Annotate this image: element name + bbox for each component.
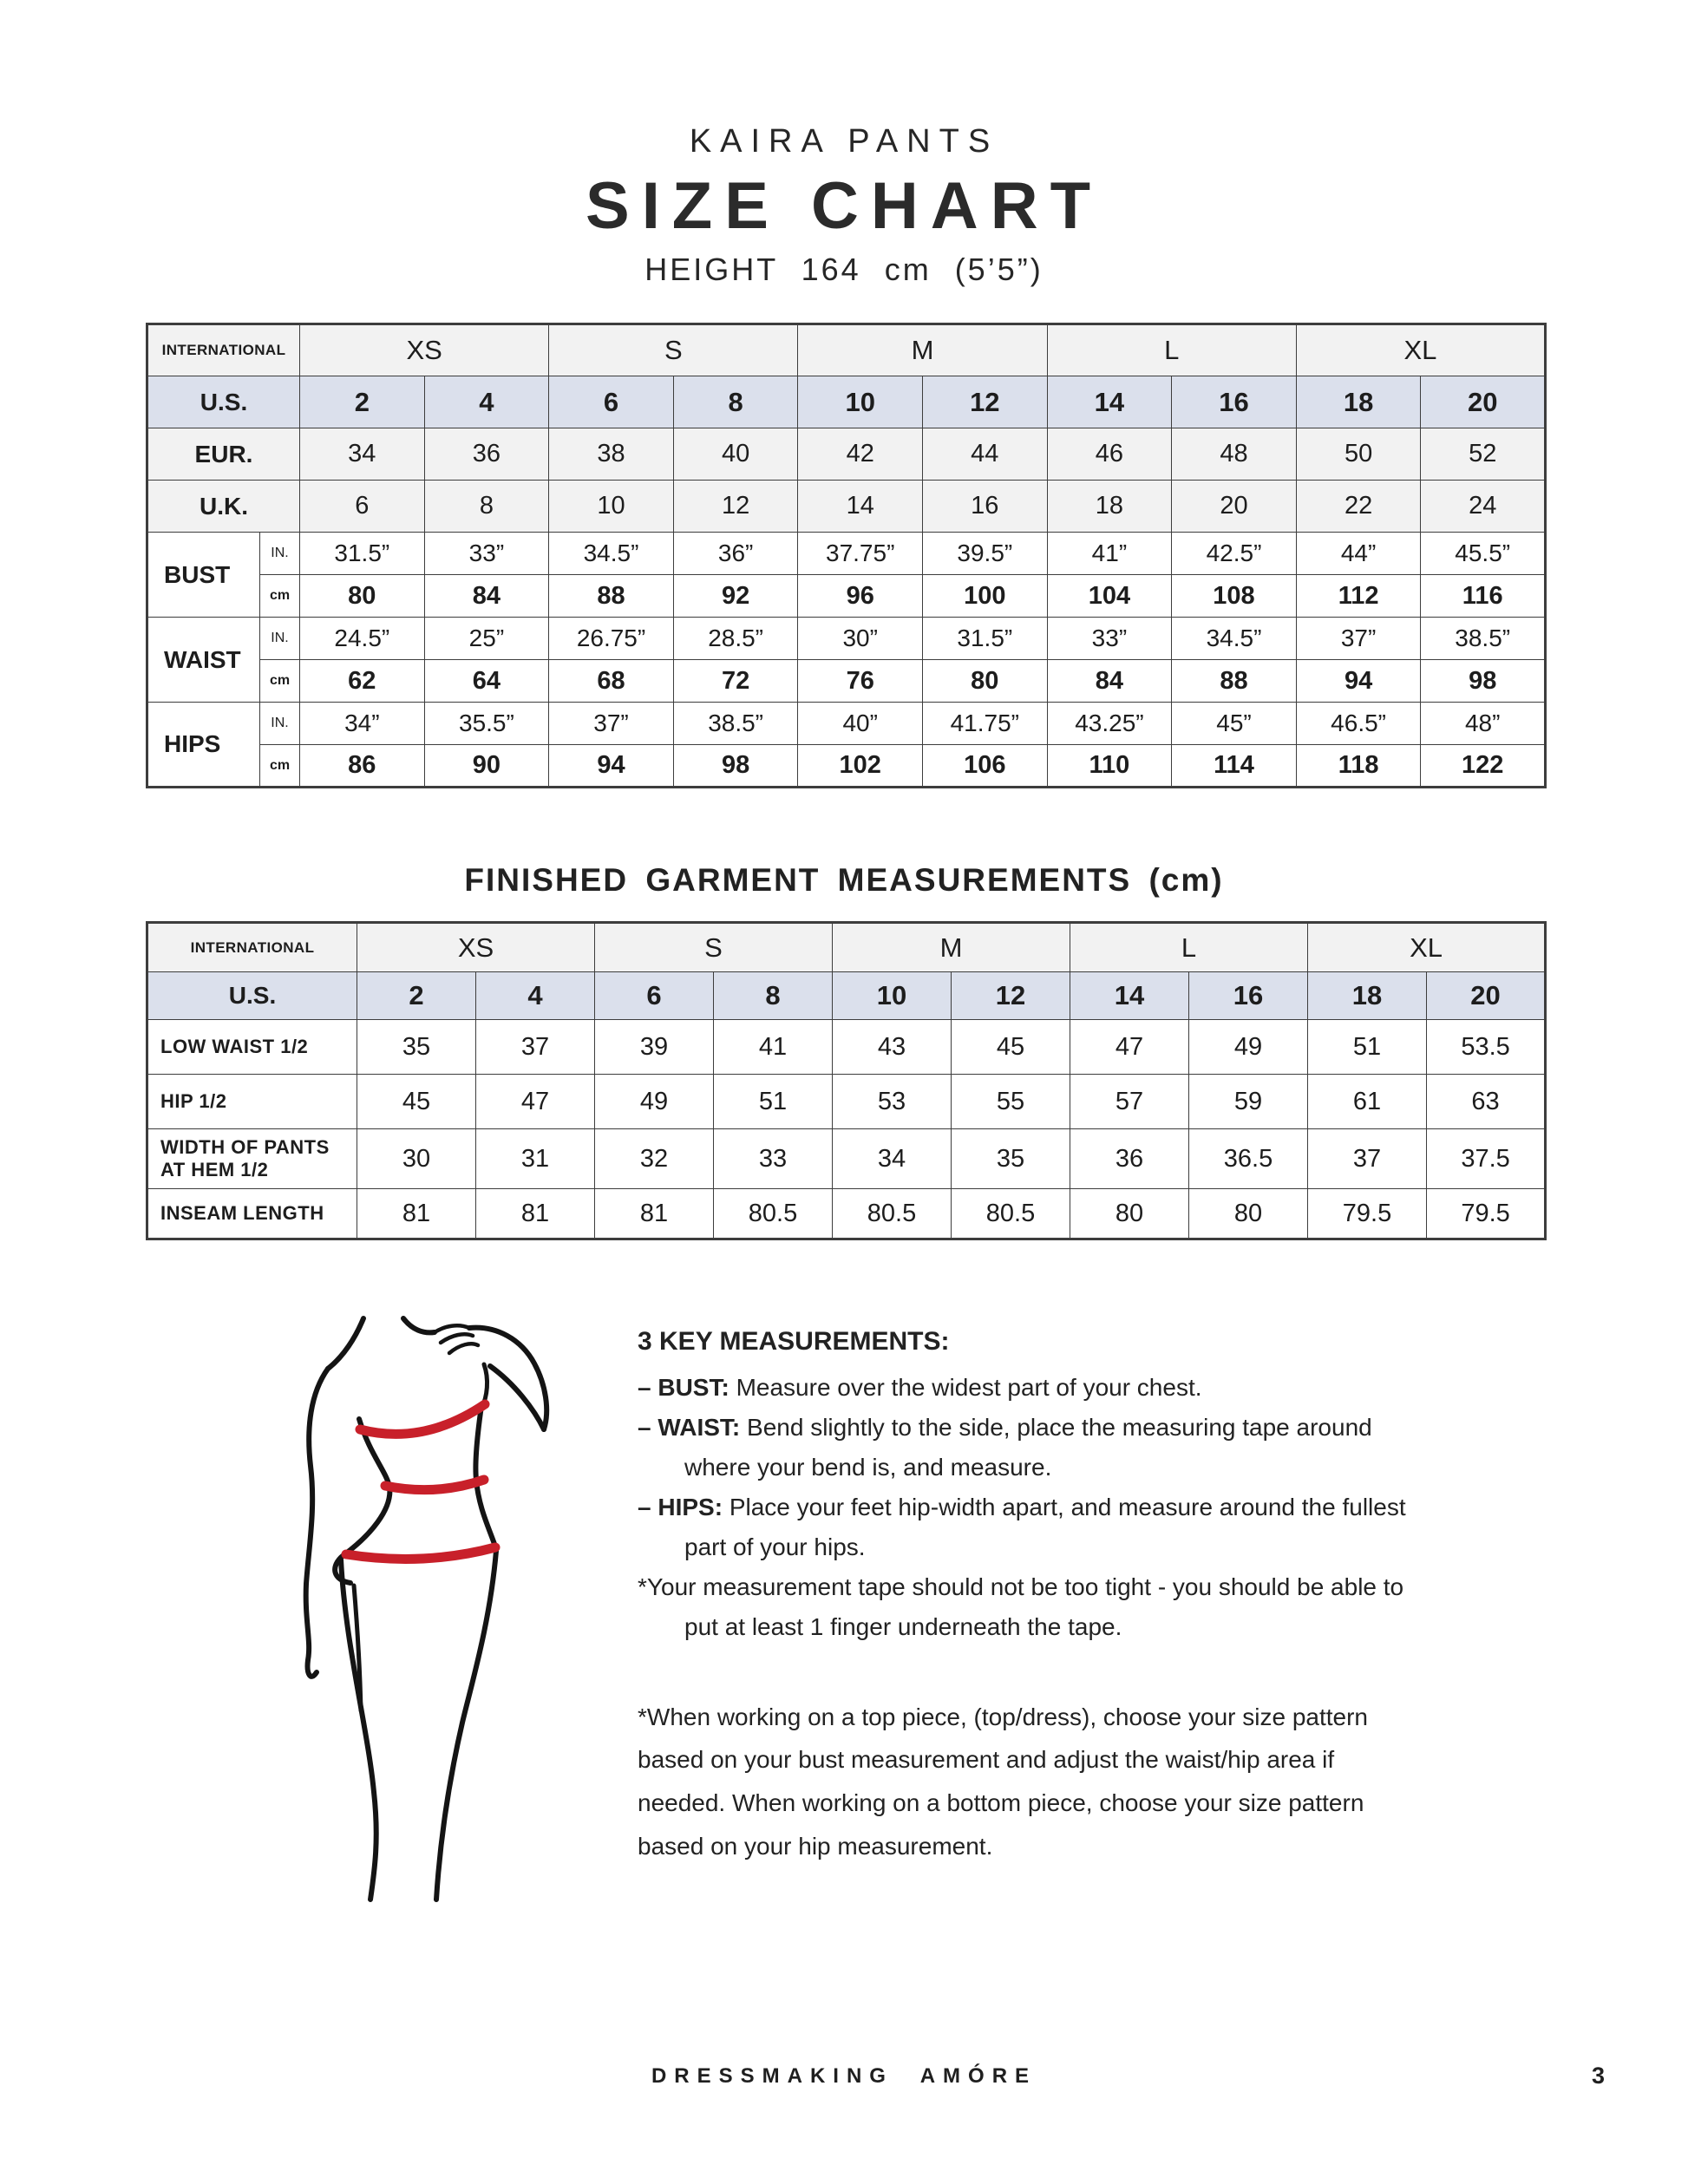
- finished-us-value: 12: [952, 972, 1070, 1020]
- eur-size-value: 40: [673, 428, 798, 481]
- finished-value: 80.5: [714, 1189, 833, 1239]
- finished-value: 80: [1070, 1189, 1189, 1239]
- waist-cm-value: 72: [673, 660, 798, 703]
- bust-inches-value: 45.5”: [1421, 533, 1546, 575]
- hips-cm-value: 122: [1421, 745, 1546, 788]
- bullet-text: Measure over the widest part of your chest.: [729, 1374, 1202, 1402]
- us-size-value: 2: [300, 376, 425, 428]
- figure-left-arm: [306, 1369, 328, 1677]
- bust-cm-value: 100: [923, 575, 1048, 618]
- finished-value: 57: [1070, 1075, 1189, 1129]
- waist-inches-value: 33”: [1047, 618, 1172, 660]
- bust-inches-value: 37.75”: [798, 533, 923, 575]
- hips-inches-value: 34”: [300, 703, 425, 745]
- uk-size-value: 10: [549, 481, 674, 533]
- bust-inches-value: 39.5”: [923, 533, 1048, 575]
- uk-size-value: 16: [923, 481, 1048, 533]
- finished-value: 35: [357, 1020, 476, 1075]
- us-size-value: 20: [1421, 376, 1546, 428]
- bust-inches-value: 41”: [1047, 533, 1172, 575]
- finished-us-value: 4: [476, 972, 595, 1020]
- key-measurements-list: [638, 1368, 1411, 1567]
- finished-value: 55: [952, 1075, 1070, 1129]
- uk-size-value: 12: [673, 481, 798, 533]
- bust-cm-value: 116: [1421, 575, 1546, 618]
- measurement-figure-illustration: [258, 1282, 635, 1905]
- intl-size-group: M: [798, 324, 1047, 376]
- finished-value: 39: [595, 1020, 714, 1075]
- finished-value: 36: [1070, 1129, 1189, 1189]
- finished-value: 31: [476, 1129, 595, 1189]
- measurement-bullet-hips: [638, 1488, 1411, 1567]
- waist-inches-value: 34.5”: [1172, 618, 1297, 660]
- us-row-label: U.S.: [147, 376, 300, 428]
- waist-inches-value: 30”: [798, 618, 923, 660]
- waist-cm-value: 62: [300, 660, 425, 703]
- hips-cm-value: 86: [300, 745, 425, 788]
- eur-size-value: 46: [1047, 428, 1172, 481]
- hips-inches-value: 45”: [1172, 703, 1297, 745]
- bust-cm-value: 112: [1296, 575, 1421, 618]
- bust-measure-band: [360, 1404, 485, 1434]
- finished-value: 53: [833, 1075, 952, 1129]
- hips-inches-value: 48”: [1421, 703, 1546, 745]
- size-selection-note: *When working on a top piece, (top/dress), choose your size pattern based on your bust measurement and adjust the waist/hip area if needed. When working on a bottom piece, choose your size pattern based on your hip measurement.: [638, 1703, 1368, 1860]
- figure-finger-3: [449, 1344, 478, 1353]
- finished-value: 51: [1308, 1020, 1427, 1075]
- finished-us-value: 6: [595, 972, 714, 1020]
- hips-cm-value: 110: [1047, 745, 1172, 788]
- eur-size-value: 50: [1296, 428, 1421, 481]
- bullet-dash: –: [638, 1493, 658, 1520]
- bullet-dash: –: [638, 1374, 658, 1402]
- us-size-value: 8: [673, 376, 798, 428]
- us-size-value: 10: [798, 376, 923, 428]
- finished-value: 80.5: [952, 1189, 1070, 1239]
- figure-neck-left: [328, 1318, 363, 1369]
- intl-size-group: L: [1047, 324, 1296, 376]
- finished-corner-label: INTERNATIONAL: [147, 923, 357, 972]
- eur-size-value: 42: [798, 428, 923, 481]
- eur-size-value: 38: [549, 428, 674, 481]
- bullet-text: Place your feet hip-width apart, and measure around the fullest part of your hips.: [684, 1493, 1406, 1560]
- waist-cm-value: 88: [1172, 660, 1297, 703]
- hips-inches-value: 46.5”: [1296, 703, 1421, 745]
- finished-row-label: WIDTH OF PANTS AT HEM 1/2: [147, 1129, 357, 1189]
- finished-value: 53.5: [1427, 1020, 1546, 1075]
- bust-cm-value: 92: [673, 575, 798, 618]
- eur-size-value: 44: [923, 428, 1048, 481]
- hips-cm-value: 114: [1172, 745, 1297, 788]
- uk-size-value: 22: [1296, 481, 1421, 533]
- uk-size-value: 14: [798, 481, 923, 533]
- height-subtitle: HEIGHT 164 cm (5’5”): [644, 252, 1044, 287]
- bust-cm-value: 84: [424, 575, 549, 618]
- waist-cm-value: 68: [549, 660, 674, 703]
- finished-value: 33: [714, 1129, 833, 1189]
- finished-value: 35: [952, 1129, 1070, 1189]
- finished-value: 41: [714, 1020, 833, 1075]
- hips-cm-value: 102: [798, 745, 923, 788]
- finished-intl-group: XS: [357, 923, 595, 972]
- finished-value: 61: [1308, 1075, 1427, 1129]
- unit-inches-label: IN.: [260, 533, 300, 575]
- instructions-heading: 3 KEY MEASUREMENTS:: [638, 1327, 950, 1356]
- finished-value: 49: [595, 1075, 714, 1129]
- finished-value: 45: [952, 1020, 1070, 1075]
- waist-inches-value: 24.5”: [300, 618, 425, 660]
- unit-cm-label: cm: [260, 745, 300, 788]
- finished-value: 36.5: [1189, 1129, 1308, 1189]
- hips-inches-value: 40”: [798, 703, 923, 745]
- finished-garment-table: [146, 921, 1544, 1240]
- finished-value: 43: [833, 1020, 952, 1075]
- waist-cm-value: 64: [424, 660, 549, 703]
- waist-measure-band: [385, 1480, 484, 1490]
- figure-neck-right: [403, 1318, 435, 1332]
- figure-finger-2: [441, 1334, 473, 1343]
- bust-cm-value: 88: [549, 575, 674, 618]
- measurement-bullet-waist: [638, 1408, 1411, 1488]
- finished-intl-group: XL: [1308, 923, 1546, 972]
- hips-cm-value: 90: [424, 745, 549, 788]
- eur-size-value: 48: [1172, 428, 1297, 481]
- waist-row-label: WAIST: [147, 618, 260, 703]
- pattern-name: KAIRA PANTS: [689, 123, 999, 160]
- finished-value: 79.5: [1427, 1189, 1546, 1239]
- waist-inches-value: 25”: [424, 618, 549, 660]
- finished-us-value: 20: [1427, 972, 1546, 1020]
- finished-value: 47: [476, 1075, 595, 1129]
- brand-name: DRESSMAKING AMÓRE: [651, 2064, 1037, 2088]
- bust-cm-value: 104: [1047, 575, 1172, 618]
- page-number: 3: [1591, 2063, 1605, 2089]
- finished-value: 80.5: [833, 1189, 952, 1239]
- waist-inches-value: 31.5”: [923, 618, 1048, 660]
- bust-inches-value: 33”: [424, 533, 549, 575]
- figure-forearm: [490, 1366, 544, 1429]
- eur-row-label: EUR.: [147, 428, 300, 481]
- finished-measurements-heading: FINISHED GARMENT MEASUREMENTS (cm): [464, 862, 1224, 898]
- uk-size-value: 6: [300, 481, 425, 533]
- waist-cm-value: 84: [1047, 660, 1172, 703]
- uk-size-value: 20: [1172, 481, 1297, 533]
- finished-value: 45: [357, 1075, 476, 1129]
- unit-cm-label: cm: [260, 575, 300, 618]
- finished-measurements-table: [146, 921, 1547, 1240]
- bullet-term: WAIST:: [658, 1414, 741, 1442]
- hips-inches-value: 38.5”: [673, 703, 798, 745]
- bust-cm-value: 80: [300, 575, 425, 618]
- finished-us-value: 14: [1070, 972, 1189, 1020]
- waist-inches-value: 28.5”: [673, 618, 798, 660]
- finished-value: 59: [1189, 1075, 1308, 1129]
- hips-cm-value: 106: [923, 745, 1048, 788]
- finished-intl-group: L: [1070, 923, 1308, 972]
- us-size-value: 4: [424, 376, 549, 428]
- bullet-text: Bend slightly to the side, place the measuring tape around where your bend is, and measure.: [684, 1414, 1372, 1481]
- bullet-term: BUST:: [658, 1374, 730, 1402]
- finished-us-label: U.S.: [147, 972, 357, 1020]
- uk-size-value: 24: [1421, 481, 1546, 533]
- finished-row-label: INSEAM LENGTH: [147, 1189, 357, 1239]
- finished-value: 63: [1427, 1075, 1546, 1129]
- finished-value: 81: [476, 1189, 595, 1239]
- us-size-value: 18: [1296, 376, 1421, 428]
- finished-us-value: 18: [1308, 972, 1427, 1020]
- unit-inches-label: IN.: [260, 618, 300, 660]
- hips-cm-value: 94: [549, 745, 674, 788]
- us-size-value: 12: [923, 376, 1048, 428]
- uk-size-value: 18: [1047, 481, 1172, 533]
- eur-size-value: 52: [1421, 428, 1546, 481]
- hips-inches-value: 41.75”: [923, 703, 1048, 745]
- us-size-value: 14: [1047, 376, 1172, 428]
- finished-intl-group: S: [595, 923, 833, 972]
- unit-inches-label: IN.: [260, 703, 300, 745]
- finished-intl-group: M: [833, 923, 1070, 972]
- page-title: SIZE CHART: [586, 169, 1102, 243]
- waist-inches-value: 38.5”: [1421, 618, 1546, 660]
- figure-finger-1: [435, 1325, 469, 1332]
- waist-cm-value: 76: [798, 660, 923, 703]
- figure-left-leg: [341, 1560, 376, 1900]
- waist-inches-value: 26.75”: [549, 618, 674, 660]
- intl-size-group: S: [549, 324, 798, 376]
- eur-size-value: 36: [424, 428, 549, 481]
- finished-value: 37: [1308, 1129, 1427, 1189]
- waist-cm-value: 80: [923, 660, 1048, 703]
- us-size-value: 6: [549, 376, 674, 428]
- finished-us-value: 8: [714, 972, 833, 1020]
- bullet-dash: –: [638, 1414, 658, 1442]
- finished-value: 47: [1070, 1020, 1189, 1075]
- finished-value: 51: [714, 1075, 833, 1129]
- bust-cm-value: 108: [1172, 575, 1297, 618]
- finished-row-label: LOW WAIST 1/2: [147, 1020, 357, 1075]
- international-corner-label: INTERNATIONAL: [147, 324, 300, 376]
- waist-cm-value: 94: [1296, 660, 1421, 703]
- finished-us-value: 2: [357, 972, 476, 1020]
- finished-value: 37.5: [1427, 1129, 1546, 1189]
- finished-value: 37: [476, 1020, 595, 1075]
- hips-cm-value: 118: [1296, 745, 1421, 788]
- waist-cm-value: 98: [1421, 660, 1546, 703]
- tape-tightness-note: *Your measurement tape should not be too tight - you should be able to put at least 1 finger underneath the tape.: [638, 1573, 1404, 1640]
- bust-inches-value: 36”: [673, 533, 798, 575]
- bust-inches-value: 31.5”: [300, 533, 425, 575]
- finished-us-value: 10: [833, 972, 952, 1020]
- finished-value: 81: [357, 1189, 476, 1239]
- finished-value: 32: [595, 1129, 714, 1189]
- intl-size-group: XL: [1296, 324, 1545, 376]
- size-chart-table: [146, 323, 1547, 788]
- body-size-table: [146, 323, 1544, 788]
- hips-inches-value: 43.25”: [1047, 703, 1172, 745]
- finished-value: 81: [595, 1189, 714, 1239]
- finished-value: 49: [1189, 1020, 1308, 1075]
- bust-cm-value: 96: [798, 575, 923, 618]
- uk-size-value: 8: [424, 481, 549, 533]
- finished-value: 34: [833, 1129, 952, 1189]
- intl-size-group: XS: [300, 324, 549, 376]
- finished-row-label: HIP 1/2: [147, 1075, 357, 1129]
- finished-value: 80: [1189, 1189, 1308, 1239]
- figure-right-leg: [436, 1551, 496, 1900]
- uk-row-label: U.K.: [147, 481, 300, 533]
- measurement-bullet-bust: [638, 1368, 1411, 1408]
- bust-inches-value: 44”: [1296, 533, 1421, 575]
- finished-value: 30: [357, 1129, 476, 1189]
- hips-inches-value: 35.5”: [424, 703, 549, 745]
- hips-inches-value: 37”: [549, 703, 674, 745]
- finished-us-value: 16: [1189, 972, 1308, 1020]
- finished-value: 79.5: [1308, 1189, 1427, 1239]
- us-size-value: 16: [1172, 376, 1297, 428]
- hips-measure-band: [346, 1547, 495, 1559]
- unit-cm-label: cm: [260, 660, 300, 703]
- eur-size-value: 34: [300, 428, 425, 481]
- hips-row-label: HIPS: [147, 703, 260, 788]
- hips-cm-value: 98: [673, 745, 798, 788]
- bust-row-label: BUST: [147, 533, 260, 618]
- measuring-instructions: [638, 1320, 1411, 1893]
- bust-inches-value: 34.5”: [549, 533, 674, 575]
- waist-inches-value: 37”: [1296, 618, 1421, 660]
- bust-inches-value: 42.5”: [1172, 533, 1297, 575]
- bullet-term: HIPS:: [658, 1493, 723, 1520]
